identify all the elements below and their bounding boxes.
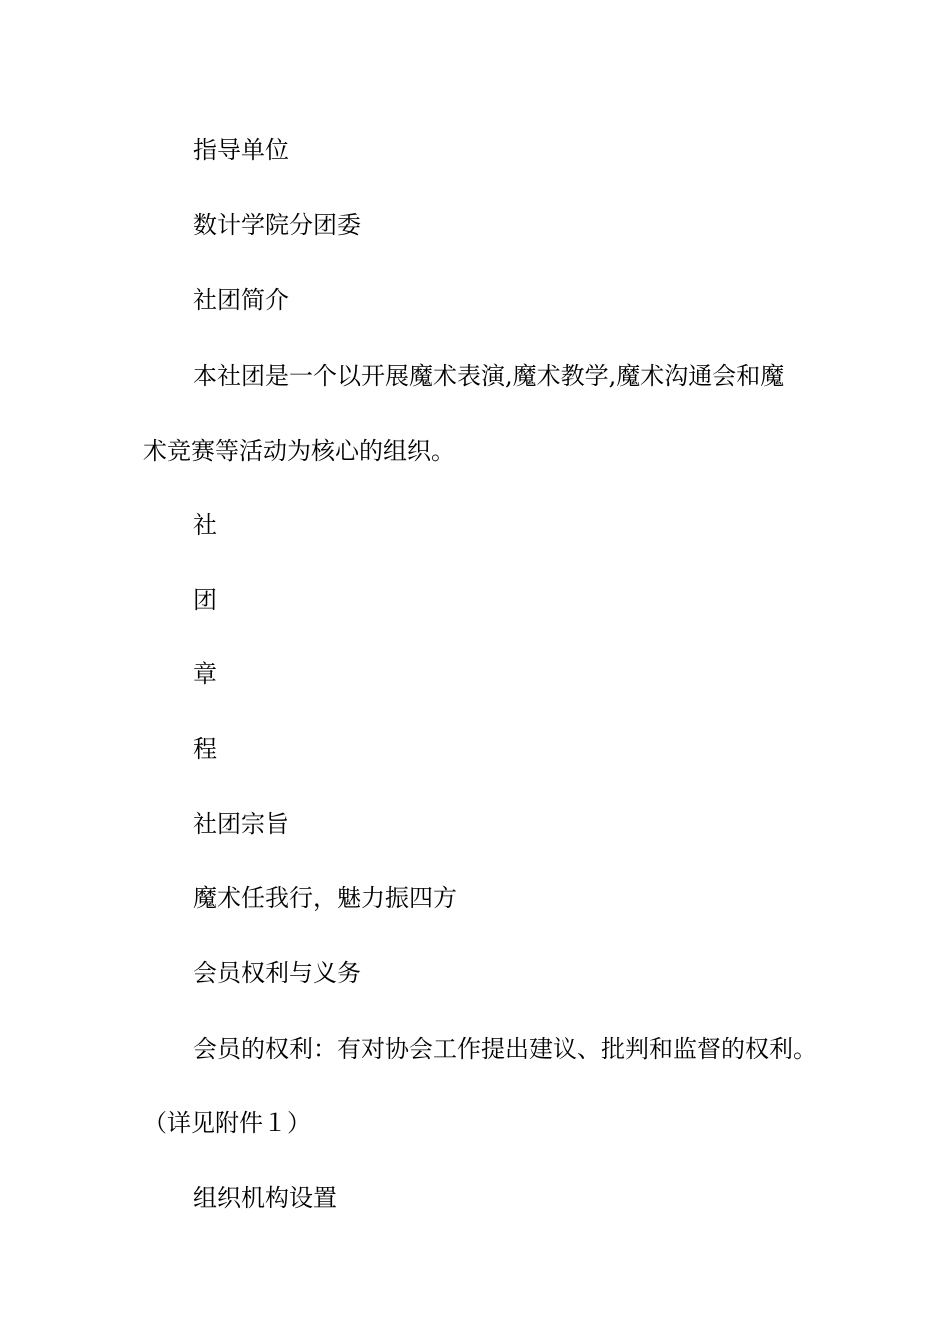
heading-club-purpose: 社团宗旨: [193, 810, 289, 838]
heading-guidance-unit: 指导单位: [193, 136, 289, 164]
heading-org-structure: 组织机构设置: [193, 1184, 337, 1212]
club-intro-text-line-1: 本社团是一个以开展魔术表演,魔术教学,魔术沟通会和魔: [193, 362, 785, 390]
club-purpose-text: 魔术任我行，魅力振四方: [193, 884, 457, 912]
club-intro-text-line-2: 术竞赛等活动为核心的组织。: [143, 437, 455, 465]
charter-title-char-3: 章: [193, 660, 217, 688]
appendix-reference: （详见附件１）: [143, 1109, 311, 1137]
charter-title-char-4: 程: [193, 735, 217, 763]
heading-member-rights: 会员权利与义务: [193, 959, 361, 987]
heading-club-intro: 社团简介: [193, 286, 289, 314]
member-rights-text: 会员的权利：有对协会工作提出建议、批判和监督的权利。: [193, 1035, 817, 1063]
charter-title-char-1: 社: [193, 511, 217, 539]
guidance-unit-value: 数计学院分团委: [193, 211, 361, 239]
charter-title-char-2: 团: [193, 586, 217, 614]
